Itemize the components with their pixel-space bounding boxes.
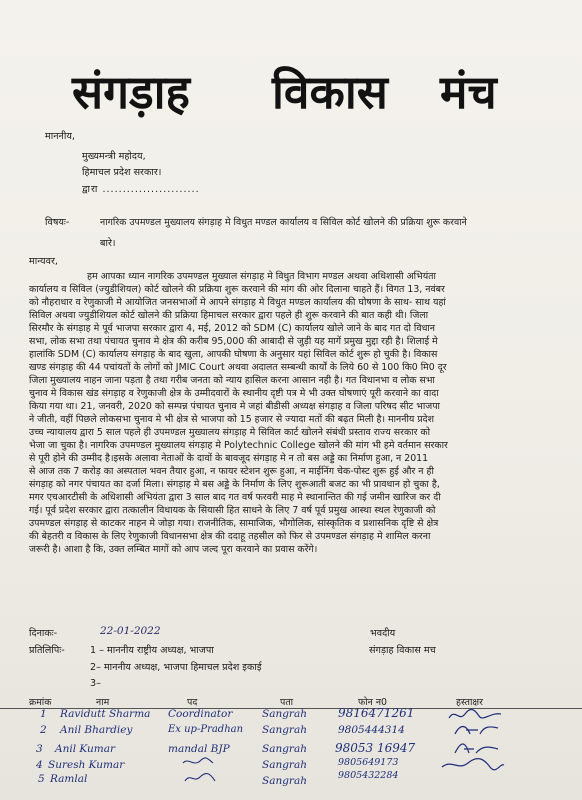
letterhead-word-1: संगड़ाह: [72, 65, 190, 119]
recipient: मुख्यमन्त्री महोदय,: [82, 151, 146, 162]
signature-3: [452, 740, 502, 756]
subject-label: विषयः-: [45, 217, 70, 228]
row-post: mandal BJP: [168, 743, 230, 755]
body-line: सिरमौर के संगड़ाह मे पूर्व भाजपा सरकार द्वारा 4, मई, 2012 को SDM (C) कार्यालय खोले जाने के बाद गत दो विधान: [29, 323, 435, 334]
body-line: हम आपका ध्यान नागरिक उपमण्डल मुख्याल संगड़ाह मे विधुत विभाग मण्डल अथवा अधिशासी अभियंता: [87, 271, 436, 282]
signature-4: [438, 757, 508, 773]
body-line: से आज तक 7 करोड़ का अस्पताल भवन तैयार हुआ, न फायर स्टेशन शुरू हुआ, न माईनिंग चेक-पोस्ट शुरू हुई और न ही: [29, 466, 434, 477]
row-address: Sangrah: [262, 759, 307, 771]
col-header-signature: हस्ताक्षर: [456, 697, 483, 708]
body-line: किया गया था। 21, जनवरी, 2020 को सम्पन्न पंचायत चुनाव मे जहां बीडीसी अध्यक्ष संगड़ाह व जिला परिषद सीट भाजपा: [29, 401, 440, 412]
row-number: 1: [40, 708, 47, 720]
row-name: Suresh Kumar: [48, 759, 125, 771]
body-line: कार्यालय व सिविल (ज्युडीशियल) कोर्ट खोलने की प्रक्रिया शुरू करवाने की मांग की ओर दिलाना चाहते हैं। विगत 13, नवंबर: [29, 284, 445, 295]
body-line: भेजा जा चुका है। नागरिक उपमण्डल मुख्यालय संगड़ाह मे Polytechnic College खोलने की मांग भी हमे वर्तमान सरकार: [29, 440, 448, 451]
row-post: Coordinator: [168, 708, 233, 720]
date-label: दिनाकः-: [29, 628, 58, 639]
col-header-name: नाम: [96, 697, 110, 708]
col-header-phone: फोन न0: [358, 697, 388, 708]
body-line: सिविल अथवा ज्युडीशियल कोर्ट खोलने की प्रक्रिया हिमाचल सरकार द्वारा पहले ही शुरू करवाने की बात कही थी। जिला: [29, 310, 429, 321]
row-number: 2: [40, 724, 47, 736]
row-phone: 9805649173: [338, 757, 399, 768]
signature-mark-4: [180, 755, 216, 769]
letterhead-word-3: मंच: [440, 65, 497, 119]
letterhead-word-2: विकास: [272, 65, 388, 119]
row-phone: 9805444314: [338, 724, 405, 736]
body-line: उच्च न्यायालय द्वारा 5 साल पहले ही उपमण्डल मुख्यालय संगड़ाह मे सिविल कार्ट खोलने संबंधी प्रस्ताव राज्य सरकार को: [29, 427, 431, 438]
date-value: 22-01-2022: [100, 625, 161, 637]
row-name: Anil Bhardiey: [60, 724, 133, 736]
row-address: Sangrah: [262, 775, 307, 787]
body-line: चुनाव मे विकास खंड संगड़ाह व रेणुकाजी क्षेत्र के उम्मीदवारों के स्थानीय दृष्टी पत्र मे भी उक्त घोषणाएं पूरी करवाने का वादा: [29, 388, 439, 399]
body-line: उपमण्डल संगड़ाह से काटकर नाहन मे जोड़ा गया। राजनीतिक, सामाजिक, भौगोलिक, सांस्कृतिक व प्रशासनिक दृष्टि से क्षेत्र: [29, 518, 439, 529]
body-line: संगड़ाह को नगर पंचायत का दर्जा मिला। संगड़ाह मे बस अड्डे के निर्माण के लिए शुरूआती बजट का भी प्रावधान हो चुका है,: [29, 479, 440, 490]
row-address: Sangrah: [262, 724, 307, 736]
subject-line-2: बारे।: [100, 238, 116, 249]
body-line: मगर एचआरटीसी के अधिशासी अभियंता द्वारा 3 साल बाद गत वर्ष फरवरी माह मे स्थानान्तित की गई जमीन खारिज कर दी: [29, 492, 441, 503]
letter-body: [29, 270, 569, 556]
body-line: ने जीती, वहीं पिछले लोकसभा चुनाव मे भी क्षेत्र से भाजपा को 15 हजार से ज्यादा मतों की बढ़त मिली है। माननीय प्रदेश: [29, 414, 434, 425]
cc-item-2: 2– माननीय अध्यक्ष, भाजपा हिमाचल प्रदेश इकाई: [90, 662, 262, 673]
col-header-address: पता: [280, 697, 294, 708]
body-line: जिला मुख्यालय नाहन जाना पड़ता है तथा गरीब जनता को न्याय हासिल करना आसान नही है। गत विधानभा व लोक सभा: [29, 375, 435, 386]
row-name: Ravidutt Sharma: [60, 708, 151, 720]
body-line: गई। पूर्व प्रदेश सरकार द्वारा तत्कालीन विधायक के सियासी हित साधने के लिए 7 वर्ष पूर्व प्रमुख आस्था स्थल रेणुकाजी को: [29, 505, 436, 516]
row-phone: 9805432284: [338, 770, 399, 781]
sincerely: भवदीय: [370, 628, 396, 639]
signature-1: [445, 708, 505, 722]
org-signature: संगड़ाह विकास मच: [369, 645, 436, 656]
via-line: द्वारा ........................: [82, 184, 200, 195]
row-phone: 9816471261: [338, 706, 415, 720]
col-header-number: क्रमांक: [29, 697, 52, 708]
body-line: की बेहतरी व विकास के लिए रेणुकाजी विधानसभा क्षेत्र की ददाहू तहसील को फिर से उपमण्डल संगड़ाह मे शामिल करना: [29, 531, 431, 542]
row-name: Ramlal: [50, 773, 88, 785]
cc-item-3: 3–: [90, 678, 101, 689]
row-phone: 98053 16947: [335, 741, 416, 755]
row-number: 3: [36, 743, 43, 755]
row-number: 5: [38, 773, 45, 785]
copy-label: प्रतिलिपिः-: [29, 645, 65, 656]
row-address: Sangrah: [262, 743, 307, 755]
cc-item-1: 1 – माननीय राष्ट्रीय अध्यक्ष, भाजपा: [90, 645, 214, 656]
row-post: Ex up-Pradhan: [168, 724, 244, 735]
body-line: जरूरी है। आशा है कि, उक्त लम्बित मागों को आप जल्द पूरा करवाने का प्रवास करेंगे।: [29, 544, 318, 555]
salutation: माननीय,: [45, 131, 75, 142]
signature-2: [452, 722, 502, 738]
body-line: हालांकि SDM (C) कार्यालय संगड़ाह के बाद खुला, आपकी घोषणा के अनुसार यहां सिविल कोर्ट शुरू हो चुकी है। विकास: [29, 349, 438, 360]
body-line: खण्ड संगड़ाह की 44 पचांयतों के लोगों को JMIC Court अथवा अदालत सम्बन्धी कार्यों के लिये 60 से 100 कि0 मि0 दूर: [29, 362, 447, 373]
signature-mark-5: [182, 771, 218, 785]
body-line: सभा, लोक सभा तथा पंचायत चुनाव मे क्षेत्र की करीब 95,000 की आबादी से जुड़ी यह मागें प्रमुख मुद्दा रही है। शिलाई मे: [29, 336, 438, 347]
body-line: से पूरी होने की उम्मीद है।इसके अलावा नेताओं के दावों के बावजूद संगड़ाह मे न तो बस अड्डे का निर्माण हुआ, न 2011: [29, 453, 429, 464]
col-header-post: पद: [187, 697, 198, 708]
greeting: मान्यवर,: [29, 256, 58, 267]
body-line: को नौहराधार व रेणुकाजी मे आयोजित जनसभाओं मे आपने संगड़ाह मे विधुत मण्डल कार्यालय की घोषणा के साथ- साथ यहां: [29, 297, 446, 308]
row-number: 4: [36, 759, 43, 771]
government: हिमाचल प्रदेश सरकार।: [82, 167, 162, 178]
row-address: Sangrah: [262, 708, 307, 720]
letterhead-title: [0, 60, 582, 130]
subject-line-1: नागरिक उपमण्डल मुख्यालय संगड़ाह मे विधुत मण्डल कार्यालय व सिविल कोर्ट खोलने की प्रक्रिया शुरू करवाने: [100, 217, 467, 228]
row-name: Anil Kumar: [55, 743, 116, 755]
